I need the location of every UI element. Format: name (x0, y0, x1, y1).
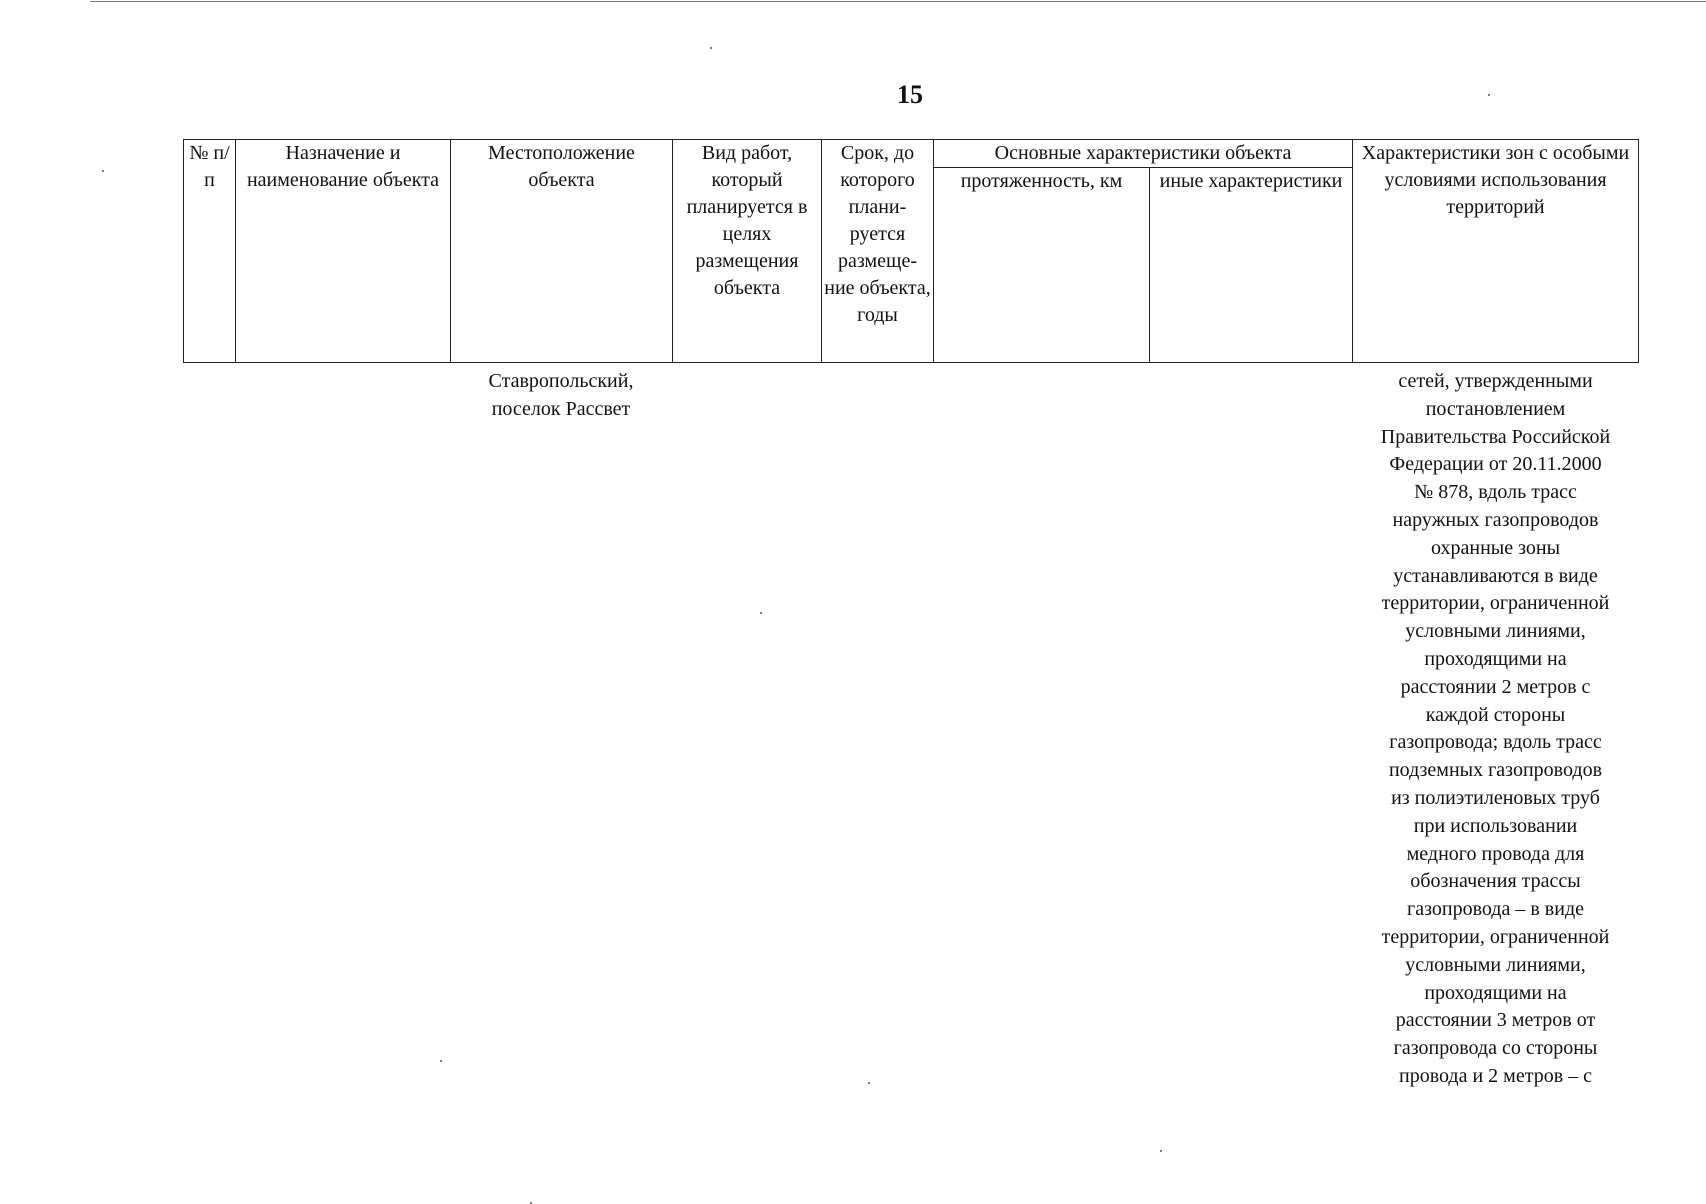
zones-text-line: при использовании (1413, 814, 1578, 837)
scan-edge-line (90, 1, 1706, 2)
header-main-characteristics: Основные характеристики объекта (934, 140, 1353, 168)
zones-text-line: из полиэтиленовых труб (1391, 786, 1600, 809)
scan-speck (1160, 1150, 1162, 1152)
zones-text-line: расстоянии 2 метров с (1400, 675, 1591, 698)
scan-speck (760, 612, 762, 614)
location-continuation (450, 368, 672, 424)
zones-text-line: территории, ограниченной (1381, 592, 1610, 615)
zones-text-line: проходящими на (1424, 981, 1567, 1004)
zones-text-line: газопровода со стороны (1393, 1037, 1598, 1060)
zones-text-line: условными линиями, (1405, 620, 1586, 643)
zones-text-line: Правительства Российской (1380, 425, 1611, 448)
location-line: поселок Рассвет (491, 397, 631, 420)
header-deadline: Срок, до которого плани- руется размеще- ние объекта, годы (822, 140, 934, 363)
header-work-type: Вид работ, который планируется в целях размещения объекта (673, 140, 822, 363)
header-num: № п/п (184, 140, 236, 363)
scan-speck (710, 47, 712, 49)
zones-text-line: устанавливаются в виде (1393, 564, 1598, 587)
zones-text-line: постановлением (1425, 397, 1566, 420)
scan-speck (440, 1060, 442, 1062)
zones-text-line: территории, ограниченной (1381, 925, 1610, 948)
location-line: Ставропольский, (488, 370, 634, 392)
zones-text-line: Федерации от 20.11.2000 (1389, 453, 1602, 476)
header-length: протяженность, км (934, 168, 1150, 363)
zones-text-line: сетей, утвержденными (1398, 370, 1593, 392)
zones-text-line: условными линиями, (1405, 953, 1586, 976)
zones-text-line: охранные зоны (1430, 536, 1561, 559)
zones-text-line: медного провода для (1406, 842, 1585, 865)
header-name: Назначение и наименование объекта (236, 140, 451, 363)
scan-speck (1488, 94, 1490, 96)
zones-text-line: газопровода – в виде (1407, 898, 1584, 921)
scan-speck (868, 1082, 870, 1084)
zones-text-line: газопровода; вдоль трасс (1389, 731, 1602, 754)
zones-text-line: проходящими на (1424, 647, 1567, 670)
zones-text-line: каждой стороны (1425, 703, 1566, 726)
header-table (183, 139, 1639, 363)
zones-text-line: подземных газопроводов (1388, 759, 1603, 782)
header-location: Местоположение объекта (451, 140, 673, 363)
zones-text-line: расстоянии 3 метров от (1395, 1009, 1596, 1032)
page-number: 15 (897, 80, 923, 109)
zones-continuation (1353, 368, 1638, 1091)
header-other-characteristics: иные характеристики (1150, 168, 1353, 363)
zones-text-line: провода и 2 метров – с (1398, 1064, 1593, 1087)
zones-text-line: наружных газопроводов (1392, 508, 1599, 531)
header-zones: Характеристики зон с особыми условиями использования территорий (1353, 140, 1639, 363)
scan-speck (102, 170, 104, 172)
zones-text-line: обозначения трассы (1410, 870, 1581, 893)
zones-text-line: № 878, вдоль трасс (1414, 481, 1577, 504)
